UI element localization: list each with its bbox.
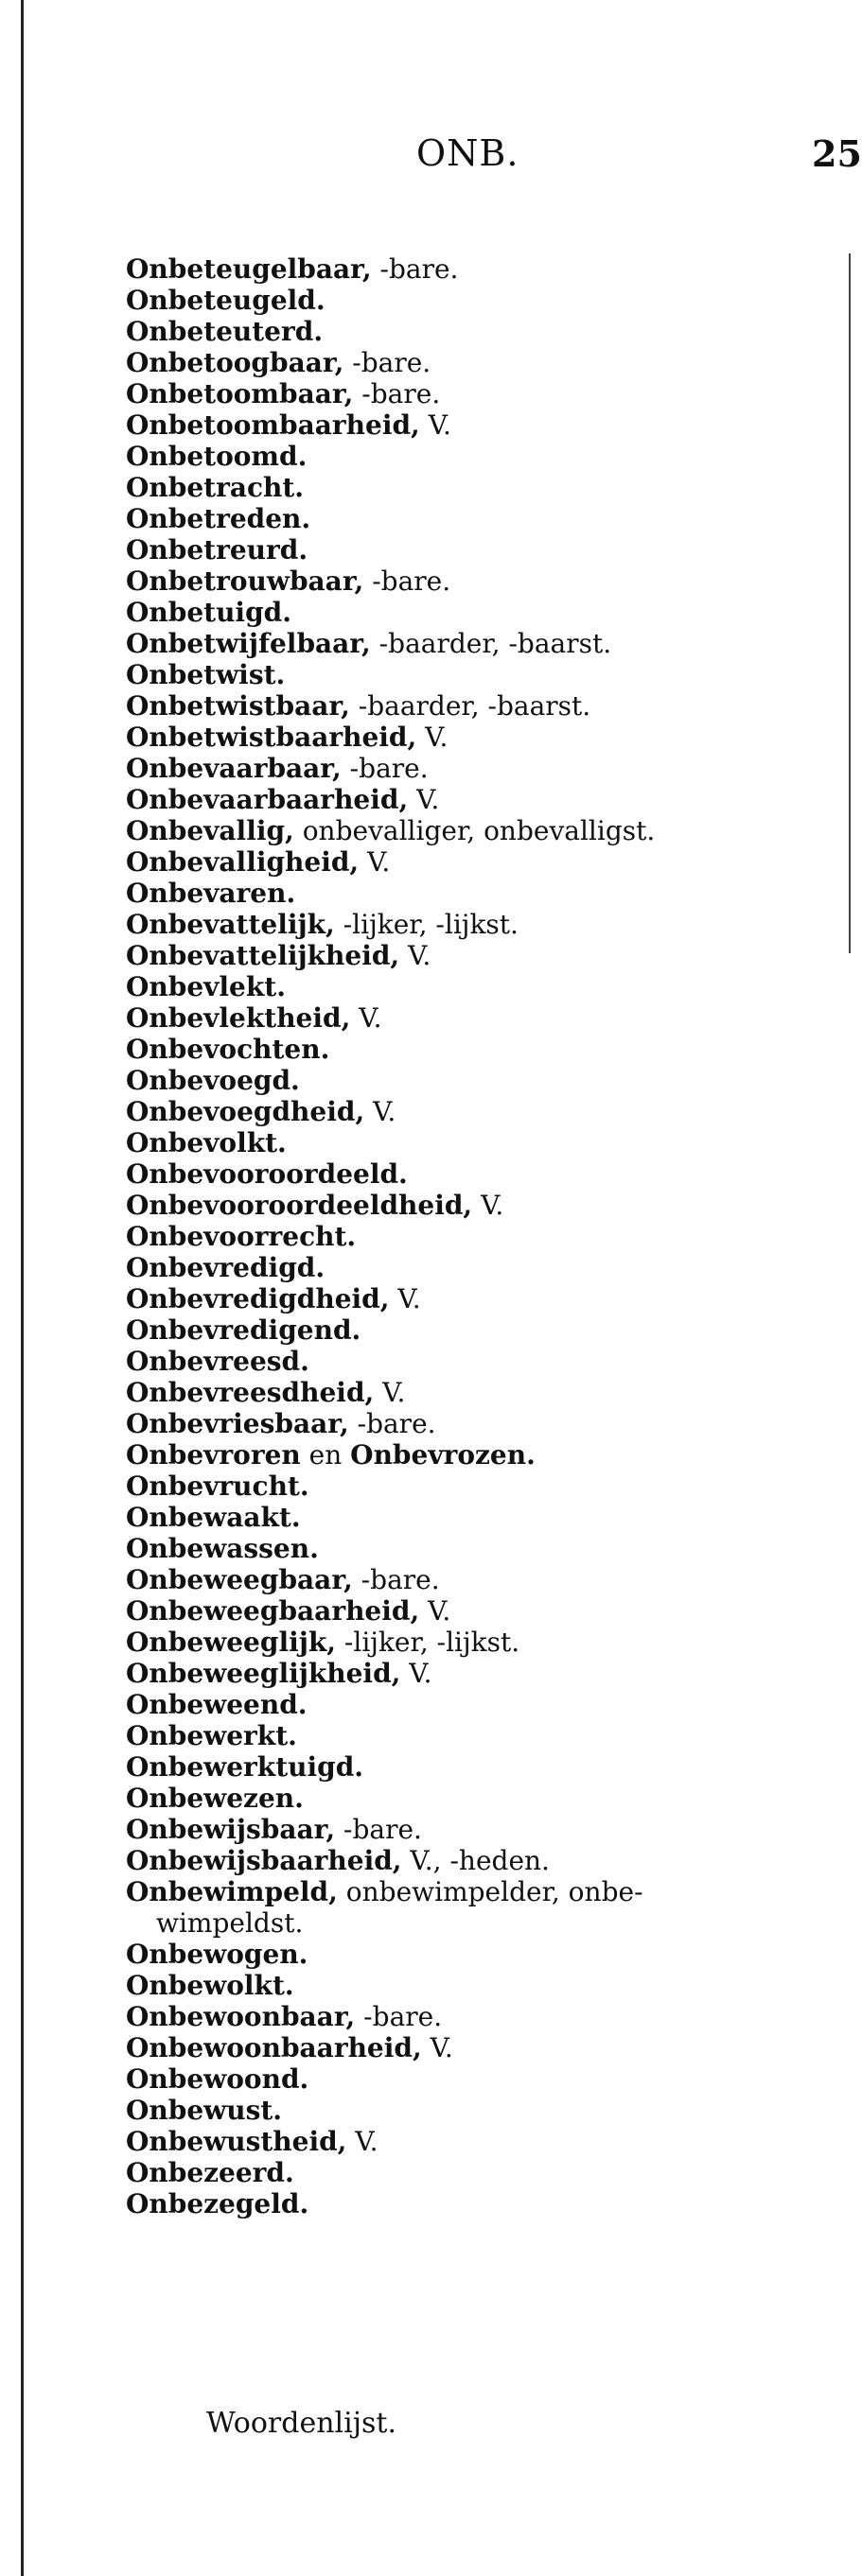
entry-headword: Onbeweegbaar, [126, 1564, 353, 1595]
word-entry [126, 378, 845, 409]
entry-inflection: -bare. [355, 2001, 443, 2032]
word-entry [126, 285, 845, 316]
word-entry [126, 1158, 845, 1190]
word-entry [126, 1783, 845, 1814]
word-entry [126, 971, 845, 1002]
word-entry [126, 1471, 845, 1502]
entry-headword: Onbevriesbaar, [126, 1408, 349, 1439]
word-entry [126, 690, 845, 722]
word-entry [126, 2126, 845, 2157]
entry-continuation: wimpeldst. [156, 1907, 304, 1939]
entry-inflection: V. [399, 940, 431, 971]
word-entry [126, 659, 845, 690]
entry-inflection: -lijker, -lijkst. [334, 909, 519, 940]
entry-headword: Onbewerkt. [126, 1720, 297, 1751]
word-entry [126, 784, 845, 815]
page-header-title: ONB. [416, 132, 519, 174]
entry-headword: Onbevaarbaarheid, [126, 784, 409, 815]
entry-headword: Onbevoegdheid, [126, 1096, 365, 1127]
entry-inflection: en [300, 1439, 351, 1471]
entry-headword: Onbevaarbaar, [126, 753, 342, 784]
entry-headword: Onbetracht. [126, 472, 305, 503]
footer-signature: Woordenlijst. [206, 2407, 397, 2440]
word-entry [126, 1689, 845, 1720]
entry-inflection: V. [346, 2126, 378, 2157]
word-entry [126, 2157, 845, 2188]
entry-headword: Onbevlekt. [126, 971, 286, 1002]
word-entry [126, 441, 845, 472]
entry-headword: Onbewoonbaar, [126, 2001, 356, 2032]
word-entry [126, 2188, 845, 2219]
entry-inflection: V. [359, 846, 391, 878]
entry-headword: Onbeweeglijk, [126, 1627, 337, 1658]
entry-headword: Onbevolkt. [126, 1127, 287, 1158]
entry-headword: Onbetuigd. [126, 597, 291, 628]
word-entry [126, 1096, 845, 1127]
word-entry [126, 2001, 845, 2032]
word-entry [126, 534, 845, 566]
entry-inflection: -bare. [343, 347, 431, 378]
word-entry [126, 1814, 845, 1845]
entry-headword: Onbetwist. [126, 659, 286, 690]
word-entry [126, 2095, 845, 2126]
entry-headword: Onbewogen. [126, 1939, 308, 1970]
entry-headword: Onbezegeld. [126, 2188, 309, 2219]
word-entry [126, 1533, 845, 1564]
entry-inflection: V. [350, 1002, 382, 1034]
entry-headword: Onbewolkt. [126, 1970, 294, 2001]
entry-headword: Onbevoorrecht. [126, 1221, 357, 1252]
entry-inflection: V. [419, 409, 451, 441]
entry-headword: Onbetoombaarheid, [126, 409, 420, 441]
entry-headword: Onbeteugeld. [126, 285, 325, 316]
entry-inflection: V. [408, 784, 440, 815]
word-entry [126, 1595, 845, 1627]
word-entry [126, 472, 845, 503]
entry-headword: Onbeweeglijkheid, [126, 1658, 401, 1689]
entry-headword: Onbeweend. [126, 1689, 308, 1720]
word-entry [126, 1564, 845, 1595]
entry-headword: Onbetwistbaarheid, [126, 722, 417, 753]
word-entry [126, 1720, 845, 1751]
word-entry [126, 1502, 845, 1533]
entry-headword: Onbevredigend. [126, 1314, 361, 1346]
entry-headword: Onbevattelijkheid, [126, 940, 400, 971]
entry-inflection: -bare. [352, 1564, 440, 1595]
word-entry [126, 1221, 845, 1252]
entry-inflection: V., -heden. [401, 1845, 550, 1876]
word-entry [126, 503, 845, 534]
entry-headword: Onbevlektheid, [126, 1002, 351, 1034]
entry-headword: Onbewustheid, [126, 2126, 347, 2157]
word-entry [126, 1845, 845, 1876]
word-entry [126, 628, 845, 659]
word-entry [126, 409, 845, 441]
entry-headword: Onbevreesdheid, [126, 1377, 375, 1408]
entry-inflection: V. [416, 722, 449, 753]
entry-headword: Onbetoombaar, [126, 378, 354, 409]
word-entry [126, 1002, 845, 1034]
entry-headword: Onbewoonbaarheid, [126, 2032, 422, 2063]
entry-headword: Onbevredigdheid, [126, 1283, 390, 1314]
entry-inflection: -bare. [363, 566, 451, 597]
entry-inflection: -bare. [348, 1408, 436, 1439]
entry-headword: Onbevalligheid, [126, 846, 360, 878]
entry-inflection: V. [389, 1283, 421, 1314]
entry-headword: Onbevredigd. [126, 1252, 325, 1283]
entry-headword: Onbevaren. [126, 878, 296, 909]
entry-headword: Onbetrouwbaar, [126, 566, 364, 597]
left-margin-rule [21, 0, 24, 2576]
word-entry [126, 347, 845, 378]
entry-headword: Onbevroren [126, 1439, 301, 1471]
entry-headword: Onbevattelijk, [126, 909, 335, 940]
entry-inflection: -bare. [353, 378, 441, 409]
word-entry [126, 909, 845, 940]
word-entry [126, 1252, 845, 1283]
page-number: 25 [812, 132, 862, 175]
word-entry [126, 1658, 845, 1689]
word-entry [126, 1065, 845, 1096]
word-entry [126, 1377, 845, 1408]
entry-headword: Onbewezen. [126, 1783, 304, 1814]
word-entry [126, 1439, 845, 1471]
entry-headword: Onbewaakt. [126, 1502, 301, 1533]
word-entry [126, 1939, 845, 1970]
entry-inflection: -bare. [341, 753, 429, 784]
word-entry [126, 1127, 845, 1158]
word-entry [126, 1314, 845, 1346]
entry-inflection: V. [364, 1096, 396, 1127]
entry-headword: Onbevallig, [126, 815, 294, 846]
entry-headword: Onbetreden. [126, 503, 311, 534]
word-entry [126, 253, 845, 285]
word-entry [126, 2063, 845, 2095]
entry-headword: Onbetoogbaar, [126, 347, 344, 378]
word-entry [126, 1627, 845, 1658]
word-entry [126, 722, 845, 753]
entry-headword: Onbewerktuigd. [126, 1751, 364, 1783]
word-entry [126, 1034, 845, 1065]
entry-headword: Onbewijsbaar, [126, 1814, 336, 1845]
entry-headword: Onbetwijfelbaar, [126, 628, 371, 659]
entry-inflection: -baarder, -baarst. [370, 628, 612, 659]
entry-inflection: V. [400, 1658, 432, 1689]
entry-headword: Onbetreurd. [126, 534, 308, 566]
word-entry [126, 878, 845, 909]
entry-headword: Onbewijsbaarheid, [126, 1845, 402, 1876]
entry-headword: Onbeweegbaarheid, [126, 1595, 420, 1627]
entry-headword: Onbevoegd. [126, 1065, 300, 1096]
entry-headword: Onbewust. [126, 2095, 283, 2126]
entry-headword: Onbewassen. [126, 1533, 319, 1564]
word-list [126, 253, 845, 2219]
entry-inflection: V. [472, 1190, 504, 1221]
word-entry [126, 846, 845, 878]
entry-inflection: onbevalliger, onbevalligst. [293, 815, 656, 846]
entry-inflection: V. [374, 1377, 406, 1408]
word-entry [126, 753, 845, 784]
entry-inflection: -bare. [371, 253, 459, 285]
entry-headword: Onbevochten. [126, 1034, 330, 1065]
word-entry [126, 2032, 845, 2063]
entry-headword: Onbevooroordeeld. [126, 1158, 408, 1190]
word-entry [126, 815, 845, 846]
entry-headword: Onbetwistbaar, [126, 690, 350, 722]
entry-headword: Onbewoond. [126, 2063, 309, 2095]
entry-headword: Onbevooroordeeldheid, [126, 1190, 473, 1221]
word-entry [126, 1190, 845, 1221]
word-entry [126, 940, 845, 971]
right-column-rule [849, 253, 851, 953]
entry-headword: Onbewimpeld, [126, 1876, 338, 1907]
entry-headword: Onbezeerd. [126, 2157, 294, 2188]
word-entry [126, 566, 845, 597]
entry-inflection: onbewimpelder, onbe- [337, 1876, 643, 1907]
word-entry [126, 1876, 845, 1939]
word-entry [126, 1346, 845, 1377]
word-entry [126, 1408, 845, 1439]
entry-headword-variant: Onbevrozen. [350, 1439, 536, 1471]
word-entry [126, 597, 845, 628]
entry-headword: Onbeteuterd. [126, 316, 324, 347]
word-entry [126, 1970, 845, 2001]
word-entry [126, 316, 845, 347]
entry-headword: Onbevreesd. [126, 1346, 309, 1377]
entry-inflection: V. [419, 1595, 451, 1627]
entry-headword: Onbeteugelbaar, [126, 253, 372, 285]
word-entry [126, 1283, 845, 1314]
word-entry [126, 1751, 845, 1783]
entry-inflection: -lijker, -lijkst. [336, 1627, 520, 1658]
entry-headword: Onbetoomd. [126, 441, 308, 472]
entry-inflection: -baarder, -baarst. [349, 690, 591, 722]
entry-headword: Onbevrucht. [126, 1471, 309, 1502]
entry-inflection: -bare. [335, 1814, 422, 1845]
entry-inflection: V. [421, 2032, 453, 2063]
